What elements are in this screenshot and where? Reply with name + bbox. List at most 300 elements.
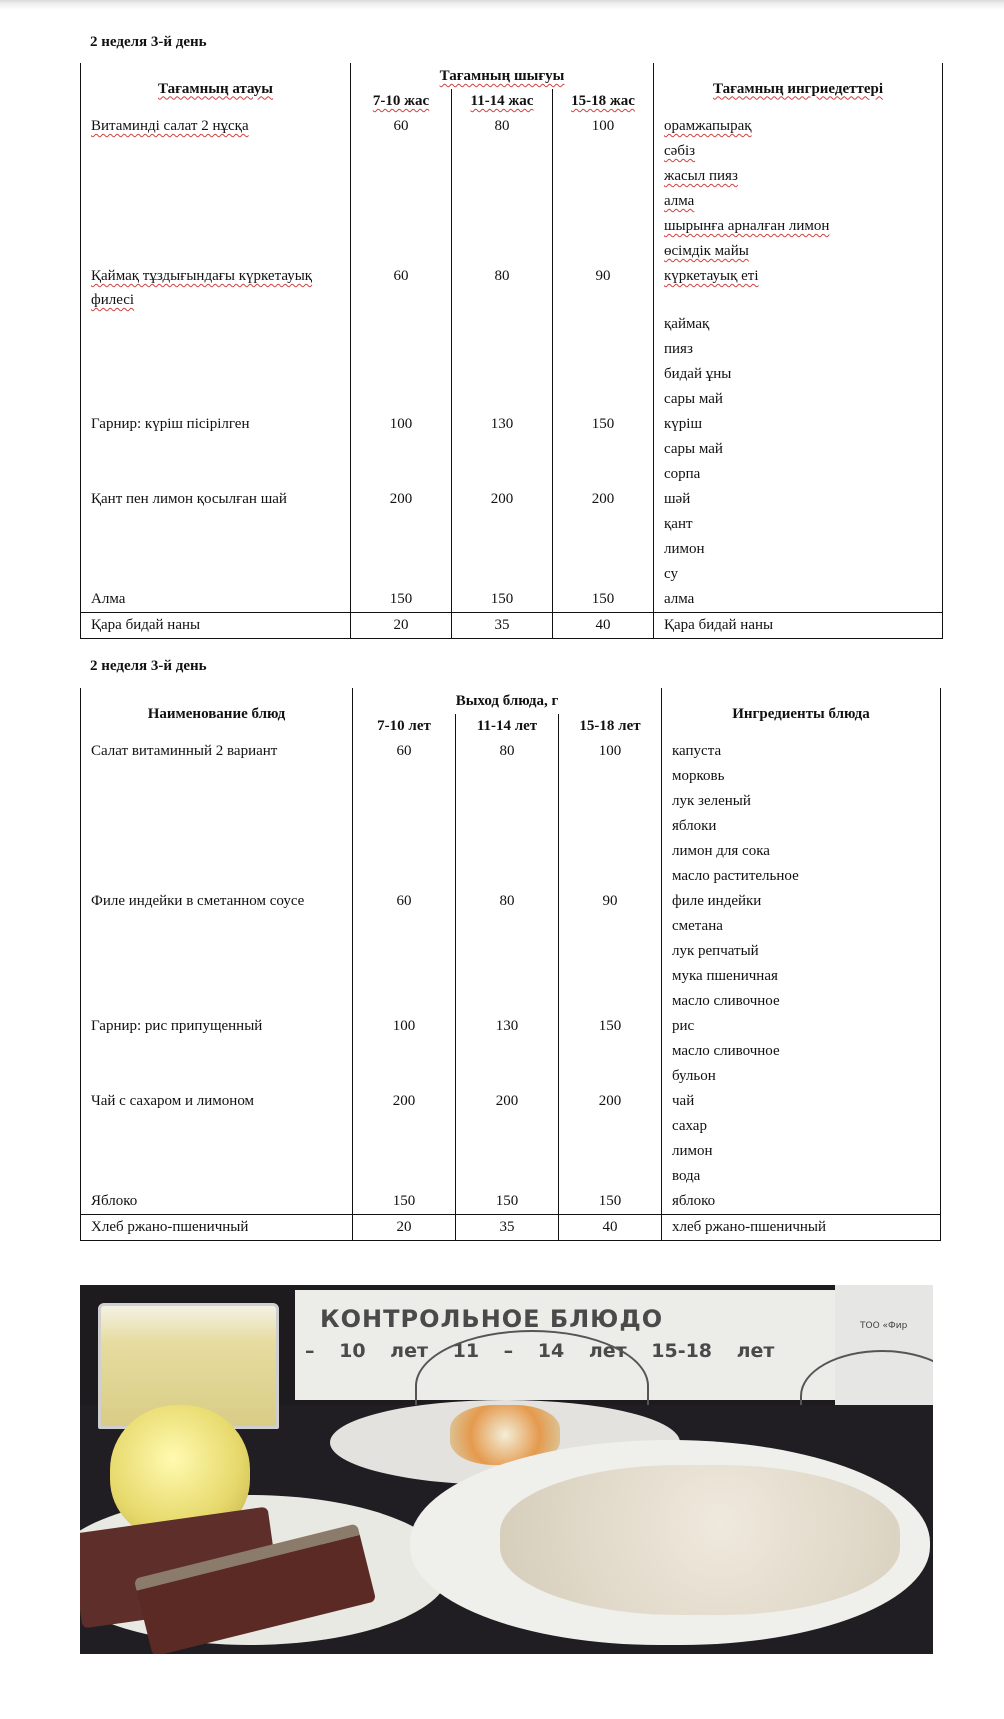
- table-row: [81, 164, 943, 189]
- output-11-14-cell: [452, 214, 553, 239]
- output-15-18-cell: [559, 1139, 662, 1164]
- table-row: [81, 814, 941, 839]
- menu-table-kz: [80, 63, 943, 639]
- output-15-18-cell: [559, 1189, 662, 1215]
- output-7-10-text: 100: [392, 1018, 416, 1034]
- table-row: [81, 1114, 941, 1139]
- ingredient-text: жасыл пияз: [664, 168, 738, 184]
- dish-name-cell: [81, 264, 351, 312]
- output-7-10-cell: [351, 189, 452, 214]
- output-11-14-cell: [452, 239, 553, 264]
- output-15-18-cell: [553, 312, 654, 337]
- output-11-14-cell: [456, 1189, 559, 1215]
- table-row: [81, 889, 941, 914]
- ingredient-cell: [662, 914, 941, 939]
- output-15-18-cell: [553, 462, 654, 487]
- table-row: [81, 312, 943, 337]
- output-7-10-cell: [353, 1114, 456, 1139]
- table-row: [81, 537, 943, 562]
- dish-name-text: Қант пен лимон қосылған шай: [91, 491, 287, 507]
- dish-name-cell: [81, 1089, 353, 1114]
- dish-name-cell: [81, 939, 353, 964]
- ingredient-cell: [654, 114, 943, 139]
- output-11-14-cell: [456, 839, 559, 864]
- table-row: [81, 1014, 941, 1039]
- output-15-18-text: 100: [591, 118, 615, 134]
- ingredient-cell: [662, 1064, 941, 1089]
- ingredient-text: масло растительное: [672, 868, 799, 884]
- header-age-7-10: 7-10 лет: [353, 714, 456, 739]
- ingredient-cell: [654, 139, 943, 164]
- menu-table-ru: [80, 688, 941, 1241]
- ingredient-text: қант: [664, 516, 693, 532]
- dish-name-cell: [81, 462, 351, 487]
- header-dish-name: Тағамның атауы: [81, 63, 351, 114]
- output-15-18-cell: [553, 214, 654, 239]
- output-7-10-cell: [351, 362, 452, 387]
- output-7-10-cell: [353, 764, 456, 789]
- photo-rice-with-turkey: [500, 1465, 900, 1615]
- output-11-14-cell: [456, 789, 559, 814]
- ingredient-cell: [654, 264, 943, 312]
- output-7-10-cell: [351, 337, 452, 362]
- ingredient-cell: [662, 839, 941, 864]
- output-7-10-cell: [353, 864, 456, 889]
- output-11-14-cell: [456, 1139, 559, 1164]
- ingredient-cell: [654, 437, 943, 462]
- dish-name-cell: [81, 1114, 353, 1139]
- table-row: [81, 739, 941, 764]
- output-11-14-text: 130: [495, 1018, 519, 1034]
- header-age-15-18: 15-18 жас: [553, 89, 654, 114]
- output-15-18-cell: [553, 387, 654, 412]
- ingredient-text: мука пшеничная: [672, 968, 778, 984]
- ingredient-text: яблоки: [672, 818, 717, 834]
- ingredient-text: морковь: [672, 768, 725, 784]
- output-11-14-cell: [456, 939, 559, 964]
- output-11-14-cell: [456, 989, 559, 1014]
- ingredient-cell: [654, 487, 943, 512]
- header-age-15-18: 15-18 лет: [559, 714, 662, 739]
- output-7-10-cell: [351, 437, 452, 462]
- output-7-10-text: 200: [392, 1093, 416, 1109]
- ingredient-cell: [654, 562, 943, 587]
- output-15-18-cell: [553, 264, 654, 312]
- output-11-14-cell: [456, 1164, 559, 1189]
- table-row: [81, 964, 941, 989]
- dish-name-cell: [81, 764, 353, 789]
- header-output-group: Выход блюда, г: [353, 688, 662, 714]
- ingredient-cell: [654, 537, 943, 562]
- dish-name-cell: [81, 889, 353, 914]
- photo-sign-company: ТОО «Фир: [860, 1321, 908, 1331]
- dish-name-text: Қаймақ тұздығындағы күркетауық филесі: [91, 268, 313, 308]
- ingredient-text: масло сливочное: [672, 993, 780, 1009]
- output-15-18-cell: [559, 939, 662, 964]
- ingredient-text: сары май: [664, 391, 723, 407]
- output-7-10-cell: [351, 139, 452, 164]
- dish-name-cell: [81, 1189, 353, 1215]
- ingredient-text: орамжапырақ: [664, 118, 752, 134]
- output-7-10-cell: [353, 839, 456, 864]
- output-7-10-cell: [353, 1064, 456, 1089]
- table-row: [81, 239, 943, 264]
- ingredient-cell: [654, 512, 943, 537]
- header-age-11-14: 11-14 лет: [456, 714, 559, 739]
- output-7-10-cell: [353, 1189, 456, 1215]
- output-15-18-cell: [559, 839, 662, 864]
- ingredient-cell: [662, 1089, 941, 1114]
- dish-name-text: Салат витаминный 2 вариант: [91, 743, 278, 759]
- ingredient-text: шәй: [664, 491, 691, 507]
- dish-name-cell: [81, 164, 351, 189]
- output-15-18-cell: [559, 1114, 662, 1139]
- ingredient-text: өсімдік майы: [664, 243, 749, 259]
- output-15-18-cell: [559, 814, 662, 839]
- output-11-14-cell: [456, 1039, 559, 1064]
- ingredient-cell: [662, 1014, 941, 1039]
- ingredient-text: бульон: [672, 1068, 716, 1084]
- ingredient-text: күркетауық еті: [664, 268, 759, 284]
- dish-name-cell: [81, 989, 353, 1014]
- dish-name-cell: [81, 814, 353, 839]
- output-11-14-cell: [456, 739, 559, 764]
- output-15-18-cell: [553, 512, 654, 537]
- output-11-14-cell: [452, 437, 553, 462]
- table-row: [81, 839, 941, 864]
- ingredient-text: хлеб ржано-пшеничный: [672, 1219, 827, 1235]
- output-11-14-cell: [452, 114, 553, 139]
- ingredient-cell: [654, 613, 943, 639]
- ingredient-cell: [654, 337, 943, 362]
- output-15-18-cell: [559, 764, 662, 789]
- table-row: [81, 1164, 941, 1189]
- output-11-14-cell: [452, 337, 553, 362]
- output-15-18-cell: [553, 164, 654, 189]
- output-15-18-cell: [559, 1064, 662, 1089]
- table-row: [81, 462, 943, 487]
- output-11-14-cell: [456, 1215, 559, 1241]
- ingredient-text: лук репчатый: [672, 943, 759, 959]
- dish-name-cell: [81, 1139, 353, 1164]
- table-row: [81, 1139, 941, 1164]
- dish-name-text: Алма: [91, 591, 126, 607]
- ingredient-cell: [662, 1039, 941, 1064]
- ingredient-text: лимон для сока: [672, 843, 770, 859]
- table-row: [81, 189, 943, 214]
- table-row: [81, 412, 943, 437]
- ingredient-text: пияз: [664, 341, 693, 357]
- output-7-10-cell: [353, 889, 456, 914]
- output-7-10-cell: [353, 914, 456, 939]
- output-15-18-cell: [553, 114, 654, 139]
- output-15-18-text: 40: [595, 617, 611, 633]
- header-dish-name: Наименование блюд: [81, 688, 353, 739]
- output-7-10-cell: [353, 1089, 456, 1114]
- output-7-10-cell: [353, 1139, 456, 1164]
- dish-name-text: Гарнир: күріш пісірілген: [91, 416, 250, 432]
- output-11-14-cell: [452, 387, 553, 412]
- table-row: [81, 789, 941, 814]
- ingredient-cell: [654, 387, 943, 412]
- table-row: [81, 864, 941, 889]
- ingredient-text: алма: [664, 591, 695, 607]
- table-row: [81, 512, 943, 537]
- ingredient-cell: [654, 239, 943, 264]
- output-11-14-cell: [452, 613, 553, 639]
- output-15-18-cell: [553, 412, 654, 437]
- section-heading-kz: 2 неделя 3-й день: [90, 34, 207, 50]
- table-row: [81, 362, 943, 387]
- ingredient-text: масло сливочное: [672, 1043, 780, 1059]
- output-15-18-cell: [553, 337, 654, 362]
- ingredient-cell: [662, 814, 941, 839]
- output-11-14-cell: [456, 964, 559, 989]
- output-7-10-cell: [351, 312, 452, 337]
- dish-name-cell: [81, 337, 351, 362]
- output-11-14-text: 35: [499, 1219, 515, 1235]
- output-7-10-cell: [353, 989, 456, 1014]
- output-7-10-cell: [353, 814, 456, 839]
- ingredient-text: күріш: [664, 416, 703, 432]
- ingredient-cell: [654, 189, 943, 214]
- output-15-18-cell: [559, 1014, 662, 1039]
- output-7-10-cell: [351, 512, 452, 537]
- table-row: [81, 1039, 941, 1064]
- output-11-14-cell: [456, 764, 559, 789]
- output-11-14-cell: [456, 889, 559, 914]
- ingredient-text: сәбіз: [664, 143, 696, 159]
- dish-name-cell: [81, 239, 351, 264]
- output-7-10-cell: [351, 412, 452, 437]
- output-7-10-cell: [351, 214, 452, 239]
- output-11-14-text: 150: [495, 1193, 519, 1209]
- output-11-14-text: 200: [495, 1093, 519, 1109]
- control-dish-photo: [80, 1285, 933, 1654]
- output-11-14-cell: [452, 139, 553, 164]
- output-7-10-text: 20: [396, 1219, 412, 1235]
- dish-name-cell: [81, 189, 351, 214]
- dish-name-text: Қара бидай наны: [91, 617, 201, 633]
- ingredient-cell: [662, 989, 941, 1014]
- output-15-18-cell: [553, 139, 654, 164]
- dish-name-cell: [81, 1164, 353, 1189]
- dish-name-cell: [81, 613, 351, 639]
- section-heading-ru: 2 неделя 3-й день: [90, 658, 207, 674]
- output-11-14-cell: [456, 1064, 559, 1089]
- output-11-14-cell: [452, 264, 553, 312]
- output-15-18-cell: [559, 989, 662, 1014]
- table-row: [81, 587, 943, 613]
- dish-name-cell: [81, 914, 353, 939]
- dish-name-text: Чай с сахаром и лимоном: [91, 1093, 255, 1109]
- ingredient-text: филе индейки: [672, 893, 762, 909]
- output-7-10-cell: [351, 462, 452, 487]
- table-row: [81, 337, 943, 362]
- table-row: [81, 613, 943, 639]
- table-row: [81, 914, 941, 939]
- output-15-18-text: 90: [602, 893, 618, 909]
- output-7-10-cell: [351, 239, 452, 264]
- table-row: [81, 387, 943, 412]
- output-11-14-cell: [456, 1014, 559, 1039]
- ingredient-text: бидай ұны: [664, 366, 732, 382]
- output-7-10-cell: [351, 487, 452, 512]
- table-row: [81, 1189, 941, 1215]
- dish-name-cell: [81, 587, 351, 613]
- output-15-18-cell: [559, 1164, 662, 1189]
- table-row: [81, 562, 943, 587]
- ingredient-text: капуста: [672, 743, 722, 759]
- output-7-10-text: 20: [393, 617, 409, 633]
- ingredient-cell: [654, 412, 943, 437]
- dish-name-text: Витаминді салат 2 нұсқа: [91, 118, 249, 134]
- ingredient-cell: [662, 1215, 941, 1241]
- output-11-14-cell: [452, 189, 553, 214]
- output-7-10-text: 150: [392, 1193, 416, 1209]
- output-7-10-cell: [353, 1039, 456, 1064]
- output-11-14-cell: [452, 487, 553, 512]
- output-15-18-text: 90: [595, 268, 611, 284]
- output-7-10-cell: [353, 964, 456, 989]
- output-7-10-text: 60: [393, 118, 409, 134]
- output-15-18-text: 150: [591, 591, 615, 607]
- output-15-18-cell: [553, 189, 654, 214]
- output-11-14-cell: [456, 864, 559, 889]
- output-15-18-cell: [553, 437, 654, 462]
- table-row: [81, 1089, 941, 1114]
- dish-name-cell: [81, 487, 351, 512]
- output-7-10-cell: [351, 537, 452, 562]
- table-row: [81, 1215, 941, 1241]
- output-7-10-text: 100: [389, 416, 413, 432]
- dish-name-cell: [81, 412, 351, 437]
- photo-sign-ages: – 10 лет 11 – 14 лет 15-18 лет: [305, 1340, 775, 1362]
- output-15-18-cell: [559, 889, 662, 914]
- ingredient-cell: [654, 362, 943, 387]
- dish-name-cell: [81, 139, 351, 164]
- output-7-10-cell: [353, 789, 456, 814]
- dish-name-cell: [81, 1064, 353, 1089]
- dish-name-cell: [81, 789, 353, 814]
- output-11-14-cell: [452, 537, 553, 562]
- dish-name-cell: [81, 214, 351, 239]
- output-11-14-cell: [452, 412, 553, 437]
- output-15-18-cell: [553, 487, 654, 512]
- table-row: [81, 139, 943, 164]
- table-row: [81, 437, 943, 462]
- ingredient-cell: [662, 739, 941, 764]
- output-11-14-text: 200: [490, 491, 514, 507]
- header-ingredients: Ингредиенты блюда: [662, 688, 941, 739]
- output-15-18-cell: [553, 537, 654, 562]
- output-7-10-text: 60: [396, 743, 412, 759]
- output-11-14-cell: [456, 814, 559, 839]
- output-15-18-text: 100: [598, 743, 622, 759]
- output-11-14-cell: [452, 164, 553, 189]
- output-11-14-cell: [452, 512, 553, 537]
- output-11-14-cell: [452, 462, 553, 487]
- table-row: [81, 939, 941, 964]
- ingredient-cell: [654, 312, 943, 337]
- output-15-18-text: 150: [598, 1193, 622, 1209]
- ingredient-cell: [662, 889, 941, 914]
- output-15-18-text: 150: [591, 416, 615, 432]
- table-row: [81, 114, 943, 139]
- ingredient-cell: [662, 939, 941, 964]
- output-15-18-cell: [559, 789, 662, 814]
- ingredient-text: яблоко: [672, 1193, 716, 1209]
- output-15-18-cell: [559, 1215, 662, 1241]
- output-7-10-cell: [353, 739, 456, 764]
- output-7-10-text: 150: [389, 591, 413, 607]
- dish-name-text: Гарнир: рис припущенный: [91, 1018, 263, 1034]
- ingredient-text: лук зеленый: [672, 793, 751, 809]
- ingredient-cell: [662, 964, 941, 989]
- ingredient-text: су: [664, 566, 678, 582]
- output-7-10-cell: [351, 387, 452, 412]
- dish-name-cell: [81, 839, 353, 864]
- output-11-14-text: 130: [490, 416, 514, 432]
- output-11-14-cell: [452, 562, 553, 587]
- output-11-14-text: 80: [494, 118, 510, 134]
- table-row: [81, 989, 941, 1014]
- dish-name-cell: [81, 1039, 353, 1064]
- dish-name-cell: [81, 562, 351, 587]
- ingredient-cell: [662, 764, 941, 789]
- output-15-18-cell: [553, 562, 654, 587]
- ingredient-cell: [654, 164, 943, 189]
- ingredient-text: алма: [664, 193, 695, 209]
- ingredient-text: сары май: [664, 441, 723, 457]
- output-15-18-cell: [553, 613, 654, 639]
- output-7-10-text: 60: [393, 268, 409, 284]
- output-7-10-cell: [351, 164, 452, 189]
- ingredient-text: чай: [672, 1093, 695, 1109]
- table-row: [81, 764, 941, 789]
- ingredient-cell: [662, 1114, 941, 1139]
- output-11-14-text: 80: [499, 743, 515, 759]
- output-11-14-text: 35: [494, 617, 510, 633]
- output-15-18-cell: [553, 239, 654, 264]
- output-7-10-cell: [353, 1014, 456, 1039]
- dish-name-cell: [81, 362, 351, 387]
- dish-name-cell: [81, 1215, 353, 1241]
- table-row: [81, 1064, 941, 1089]
- header-output-group: Тағамның шығуы: [351, 63, 654, 89]
- dish-name-cell: [81, 1014, 353, 1039]
- dish-name-cell: [81, 114, 351, 139]
- output-11-14-cell: [456, 1114, 559, 1139]
- output-11-14-cell: [456, 914, 559, 939]
- output-7-10-cell: [351, 587, 452, 613]
- dish-name-cell: [81, 864, 353, 889]
- ingredient-text: вода: [672, 1168, 701, 1184]
- output-15-18-cell: [559, 1089, 662, 1114]
- output-7-10-cell: [353, 939, 456, 964]
- ingredient-text: сметана: [672, 918, 723, 934]
- header-age-11-14: 11-14 жас: [452, 89, 553, 114]
- output-7-10-cell: [351, 562, 452, 587]
- output-7-10-cell: [353, 1215, 456, 1241]
- ingredient-text: лимон: [664, 541, 705, 557]
- ingredient-cell: [662, 789, 941, 814]
- output-15-18-text: 200: [591, 491, 615, 507]
- header-age-7-10: 7-10 жас: [351, 89, 452, 114]
- dish-name-cell: [81, 512, 351, 537]
- dish-name-cell: [81, 387, 351, 412]
- dish-name-cell: [81, 739, 353, 764]
